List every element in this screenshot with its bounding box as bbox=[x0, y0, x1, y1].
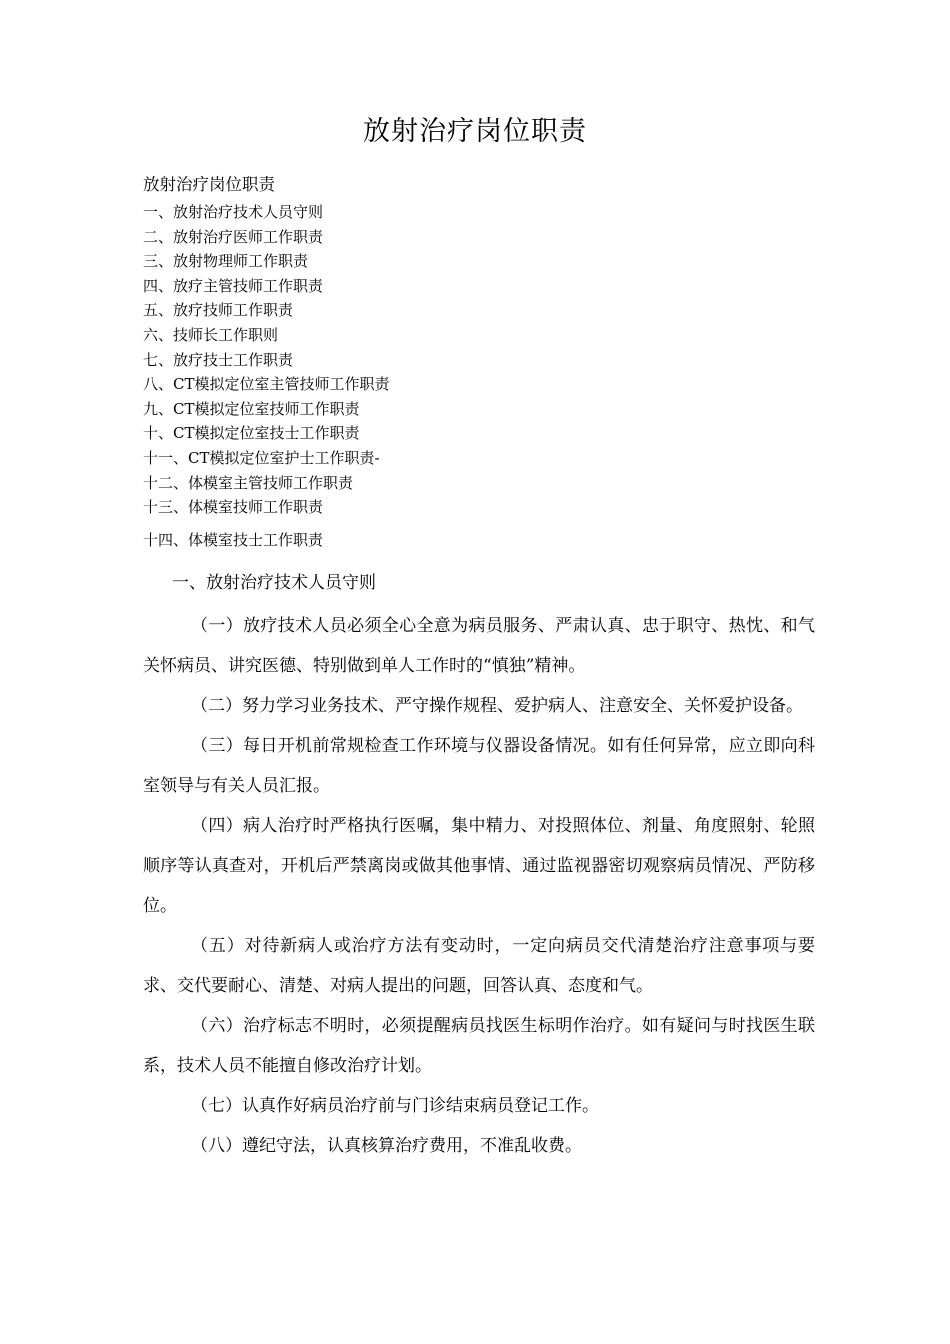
document-title: 放射治疗岗位职责 bbox=[363, 116, 587, 147]
toc-item: 五、放疗技师工作职责 bbox=[143, 301, 294, 320]
toc-item: 一、放射治疗技术人员守则 bbox=[143, 203, 324, 221]
toc-heading: 放射治疗岗位职责 bbox=[143, 175, 275, 194]
toc-item: 七、放疗技士工作职责 bbox=[143, 350, 294, 369]
paragraph: （六）治疗标志不明时，必须提醒病员找医生标明作治疗。如有疑问与时找医生联系，技术人员不能擅自修改治疗计划。 bbox=[143, 1016, 815, 1076]
table-of-contents bbox=[143, 200, 389, 552]
toc-item: 十三、体模室技师工作职责 bbox=[143, 498, 324, 517]
paragraph: （五）对待新病人或治疗方法有变动时，一定向病员交代清楚治疗注意事项与要求、交代要耐心、清楚、对病人提出的问题，回答认真、态度和气。 bbox=[143, 936, 815, 996]
toc-item: 十、CT模拟定位室技士工作职责 bbox=[143, 424, 360, 443]
paragraph: （四）病人治疗时严格执行医嘱，集中精力、对投照体位、剂量、角度照射、轮照顺序等认真查对，开机后严禁离岗或做其他事情、通过监视器密切观察病员情况、严防移位。 bbox=[143, 816, 815, 916]
toc-item: 二、放射治疗医师工作职责 bbox=[143, 227, 324, 246]
toc-item: 三、放射物理师工作职责 bbox=[143, 252, 309, 271]
section-heading: 一、放射治疗技术人员守则 bbox=[172, 573, 376, 593]
toc-item: 十一、CT模拟定位室护士工作职责- bbox=[143, 448, 380, 467]
paragraph: （一）放疗技术人员必须全心全意为病员服务、严肃认真、忠于职守、热忱、和气关怀病员、讲究医德、特别做到单人工作时的“慎独”精神。 bbox=[143, 616, 815, 676]
section-body bbox=[143, 606, 815, 1166]
toc-item: 四、放疗主管技师工作职责 bbox=[143, 276, 324, 295]
toc-item: 六、技师长工作职则 bbox=[143, 325, 279, 344]
toc-item: 九、CT模拟定位室技师工作职责 bbox=[143, 399, 360, 418]
toc-item: 十二、体模室主管技师工作职责 bbox=[143, 473, 354, 492]
paragraph: （二）努力学习业务技术、严守操作规程、爱护病人、注意安全、关怀爱护设备。 bbox=[191, 696, 803, 716]
toc-item: 十四、体模室技士工作职责 bbox=[143, 530, 324, 549]
toc-item: 八、CT模拟定位室主管技师工作职责 bbox=[143, 375, 390, 394]
paragraph: （三）每日开机前常规检查工作环境与仪器设备情况。如有任何异常，应立即向科室领导与有关人员汇报。 bbox=[143, 736, 815, 796]
paragraph: （八）遵纪守法，认真核算治疗费用，不准乱收费。 bbox=[191, 1136, 582, 1156]
paragraph: （七）认真作好病员治疗前与门诊结束病员登记工作。 bbox=[191, 1096, 599, 1116]
